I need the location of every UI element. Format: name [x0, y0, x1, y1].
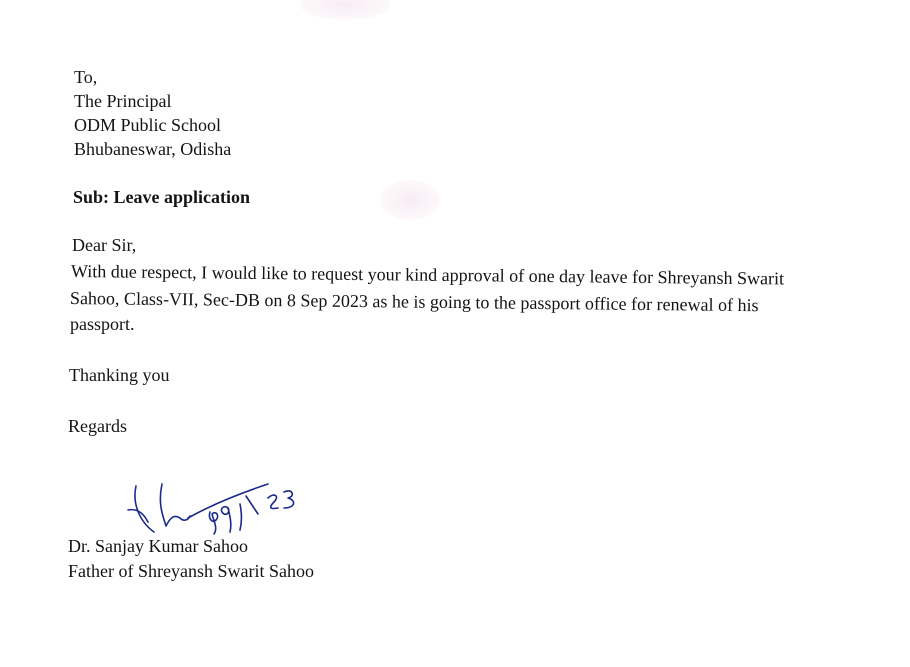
closing-line: Regards — [68, 416, 127, 436]
body-line-2: Sahoo, Class-VII, Sec-DB on 8 Sep 2023 as he is going to the passport office for renewal of his — [69, 288, 759, 316]
subject-line: Sub: Leave application — [73, 187, 251, 207]
body-line-3: passport. — [70, 314, 135, 334]
address-line-city: Bhubaneswar, Odisha — [74, 139, 232, 159]
sender-name: Dr. Sanjay Kumar Sahoo — [68, 536, 248, 556]
thanks-line: Thanking you — [69, 365, 170, 385]
paper-smudge — [380, 180, 440, 220]
salutation: Dear Sir, — [72, 235, 137, 255]
address-line-recipient: The Principal — [74, 91, 172, 111]
sender-title: Father of Shreyansh Swarit Sahoo — [68, 561, 314, 581]
body-line-1: With due respect, I would like to request your kind approval of one day leave for Shreyansh Swarit — [70, 261, 785, 289]
paper-smudge — [300, 0, 390, 20]
address-line-school: ODM Public School — [74, 115, 222, 135]
address-line-to: To, — [74, 67, 98, 87]
